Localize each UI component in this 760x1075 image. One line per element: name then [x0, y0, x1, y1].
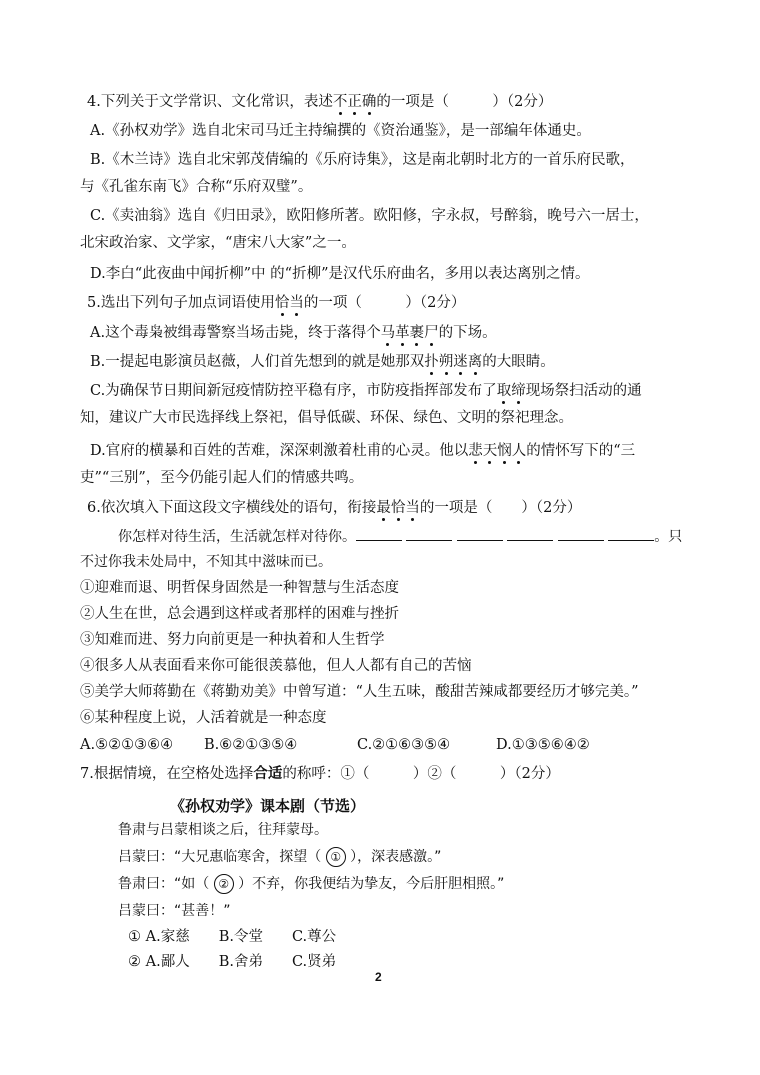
q6-blank-3 [457, 526, 503, 541]
q6-item-1: ①迎难而退、明哲保身固然是一种智慧与生活态度 [80, 580, 399, 596]
q7-script-line3: 鲁肃曰：“如（ ② ）不弃，你我便结为挚友，今后肝胆相照。” [118, 876, 505, 892]
q6-blank-5 [558, 526, 604, 541]
q6-choice-a: A.⑤②①③⑥④ [80, 737, 174, 753]
q6-item-6: ⑥某种程度上说，人活着就是一种态度 [80, 710, 327, 726]
q7-options-2: ② A.鄙人 B.舍弟 C.贤弟 [128, 954, 337, 970]
q7-script-line4: 吕蒙曰：“甚善！” [118, 903, 231, 919]
q7-blank-marker-1: ① [326, 847, 346, 867]
q5-option-d-line2: 吏”“三别”，至今仍能引起人们的情感共鸣。 [80, 470, 364, 486]
q7-script-line2: 吕蒙曰：“大兄惠临寒舍，探望（ ① ），深表感激。” [118, 849, 442, 865]
q6-stem: 6.依次填入下面这段文字横线处的语句，衔接最恰当的一项是（ ）（2分） [87, 500, 582, 516]
q7-script-line1: 鲁肃与吕蒙相谈之后，往拜蒙母。 [118, 822, 328, 838]
q6-blank-6 [608, 526, 654, 541]
q6-choice-d: D.①③⑤⑥④② [496, 737, 590, 753]
q6-passage-line2: 不过你我未处局中，不知其中滋味而已。 [80, 554, 332, 570]
q4-option-a: A.《孙权劝学》选自北宋司马迁主持编撰的《资治通鉴》，是一部编年体通史。 [90, 123, 591, 139]
q5-option-c-line2: 知，建议广大市民选择线上祭祀，倡导低碳、环保、绿色、文明的祭祀理念。 [80, 410, 573, 426]
q7-options-1: ① A.家慈 B.令堂 C.尊公 [128, 929, 337, 945]
q7-script-title: 《孙权劝学》课本剧（节选） [170, 797, 366, 815]
q6-item-5: ⑤美学大师蒋勤在《蒋勤劝美》中曾写道：“人生五味，酸甜苦辣咸都要经历才够完美。” [80, 684, 639, 700]
q6-item-3: ③知难而进、努力向前更是一种执着和人生哲学 [80, 632, 385, 648]
q5-option-d-line1: D.官府的横暴和百姓的苦难，深深刺激着杜甫的心灵。他以悲天悯人的情怀写下的“三 [90, 443, 636, 459]
page-number: 2 [375, 970, 382, 984]
q4-option-b-line2: 与《孔雀东南飞》合称“乐府双璧”。 [80, 179, 313, 195]
q7-blank-marker-2: ② [214, 874, 234, 894]
q6-choice-b: B.⑥②①③⑤④ [204, 737, 298, 753]
q4-stem: 4.下列关于文学常识、文化常识，表述不正确的一项是（ ）（2分） [87, 94, 553, 110]
q6-choice-c: C.②①⑥③⑤④ [357, 737, 451, 753]
q4-option-d: D.李白“此夜曲中闻折柳”中 的“折柳”是汉代乐府曲名，多用以表达离别之情。 [90, 266, 590, 282]
q5-option-b: B.一提起电影演员赵薇，人们首先想到的就是她那双扑朔迷离的大眼睛。 [90, 354, 555, 370]
q7-stem: 7.根据情境，在空格处选择合适的称呼：①（ ）②（ ）（2分） [80, 765, 560, 782]
q4-option-b-line1: B.《木兰诗》选自北宋郭茂倩编的《乐府诗集》，这是南北朝时北方的一首乐府民歌， [90, 152, 635, 168]
q6-blank-2 [406, 526, 452, 541]
q6-item-4: ④很多人从表面看来你可能很羡慕他，但人人都有自己的苦恼 [80, 658, 472, 674]
q4-option-c-line1: C.《卖油翁》选自《归田录》，欧阳修所著。欧阳修，字永叔，号醉翁，晚号六一居士， [90, 208, 649, 224]
q5-option-a: A.这个毒枭被缉毒警察当场击毙，终于落得个马革裹尸的下场。 [90, 325, 497, 341]
q6-passage-line1: 你怎样对待生活，生活就怎样对待你。 。只 [118, 526, 682, 547]
q6-blank-4 [507, 526, 553, 541]
q6-item-2: ②人生在世，总会遇到这样或者那样的困难与挫折 [80, 606, 399, 622]
q6-blank-1 [356, 526, 402, 541]
q5-stem: 5.选出下列句子加点词语使用恰当的一项（ ）（2分） [87, 295, 466, 311]
q4-option-c-line2: 北宋政治家、文学家，“唐宋八大家”之一。 [80, 235, 356, 251]
q5-option-c-line1: C.为确保节日期间新冠疫情防控平稳有序，市防疫指挥部发布了取缔现场祭扫活动的通 [90, 383, 642, 399]
